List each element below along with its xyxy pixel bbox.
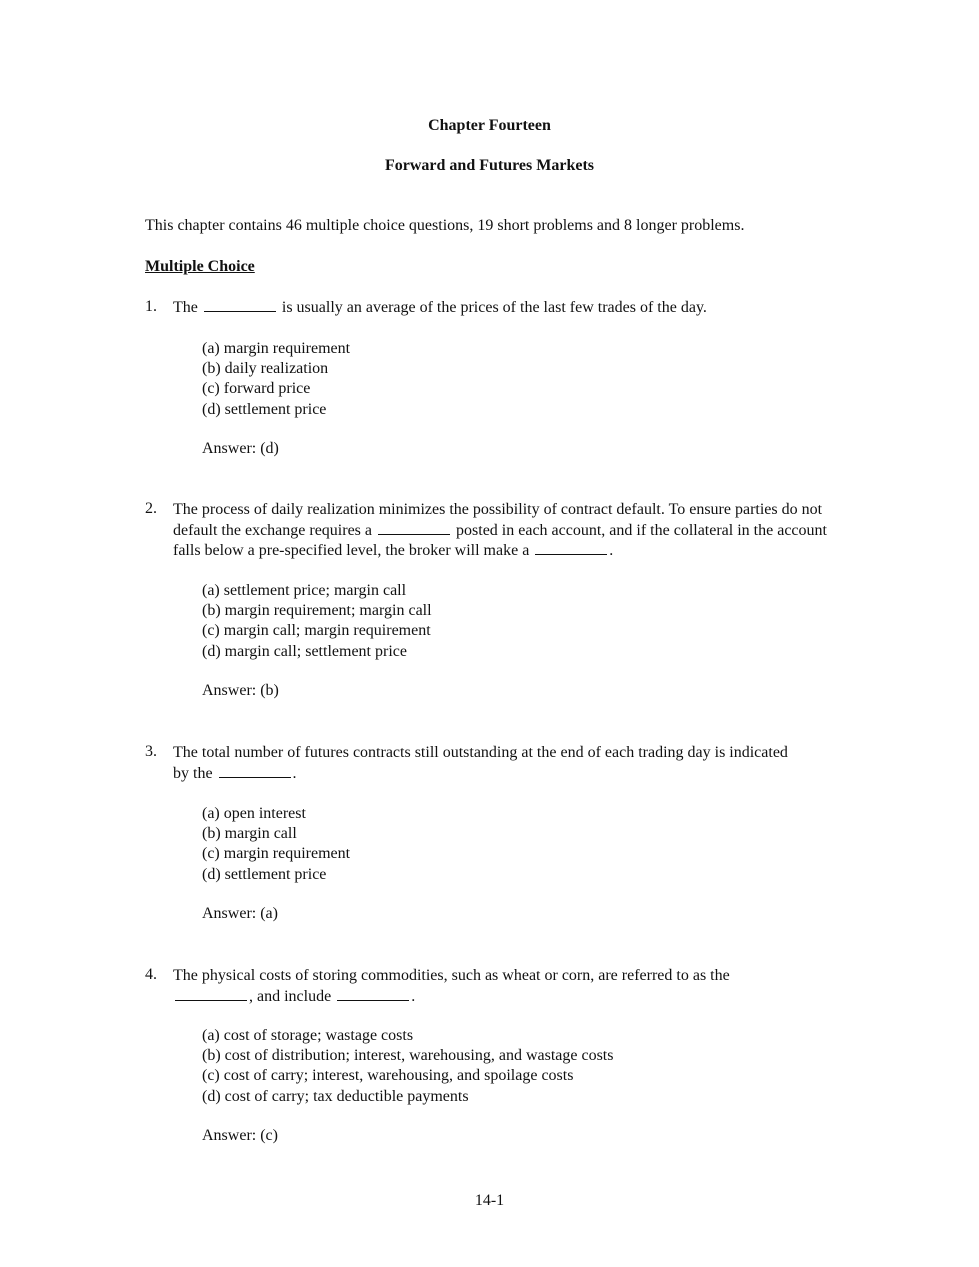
section-heading: Multiple Choice <box>145 258 255 275</box>
option-d: (d) margin call; settlement price <box>202 642 407 660</box>
answer-line: Answer: (b) <box>202 682 279 699</box>
option-d: (d) cost of carry; tax deductible payments <box>202 1087 469 1105</box>
option-c: (c) forward price <box>202 380 311 398</box>
question-text: The physical costs of storing commodities, such as wheat or corn, are referred to as the , and include . <box>173 967 730 1005</box>
answer-blank <box>535 553 607 555</box>
answer-line: Answer: (a) <box>202 905 278 922</box>
option-c: (c) margin requirement <box>202 845 351 863</box>
question-number: 2. <box>145 500 157 517</box>
option-b: (b) cost of distribution; interest, warehousing, and wastage costs <box>202 1047 614 1065</box>
intro-paragraph: This chapter contains 46 multiple choice questions, 19 short problems and 8 longer problems. <box>145 217 745 234</box>
question-text: The total number of futures contracts still outstanding at the end of each trading day is indicated by the . <box>173 744 788 782</box>
option-c: (c) margin call; margin requirement <box>202 622 431 640</box>
answer-line: Answer: (d) <box>202 440 279 457</box>
options-list <box>202 581 432 662</box>
option-b: (b) daily realization <box>202 360 329 378</box>
option-a: (a) margin requirement <box>202 340 351 357</box>
answer-blank <box>378 533 450 535</box>
answer-blank <box>337 999 409 1001</box>
answer-line: Answer: (c) <box>202 1127 278 1144</box>
answer-blank <box>204 310 276 312</box>
option-c: (c) cost of carry; interest, warehousing, and spoilage costs <box>202 1067 574 1085</box>
answer-blank <box>175 999 247 1001</box>
option-a: (a) open interest <box>202 805 306 822</box>
options-list <box>202 1026 613 1107</box>
option-d: (d) settlement price <box>202 400 327 418</box>
options-list <box>202 804 350 885</box>
option-a: (a) cost of storage; wastage costs <box>202 1027 414 1044</box>
question-text: The is usually an average of the prices of the last few trades of the day. <box>173 299 707 316</box>
option-a: (a) settlement price; margin call <box>202 582 407 599</box>
answer-blank <box>219 776 291 778</box>
question-text: The process of daily realization minimizes the possibility of contract default. To ensure parties do not default the exchange requires a posted in each account, and if the collateral in the account falls below a pre-specified level, the broker will make a . <box>173 501 827 559</box>
option-d: (d) settlement price <box>202 865 327 883</box>
chapter-title: Chapter Fourteen <box>428 117 551 134</box>
option-b: (b) margin requirement; margin call <box>202 602 432 620</box>
page-number: 14-1 <box>474 1192 505 1209</box>
chapter-subtitle: Forward and Futures Markets <box>384 157 595 174</box>
question-number: 4. <box>145 966 157 983</box>
options-list <box>202 339 350 420</box>
option-b: (b) margin call <box>202 825 297 843</box>
question-number: 3. <box>145 743 157 760</box>
question-number: 1. <box>145 298 157 315</box>
